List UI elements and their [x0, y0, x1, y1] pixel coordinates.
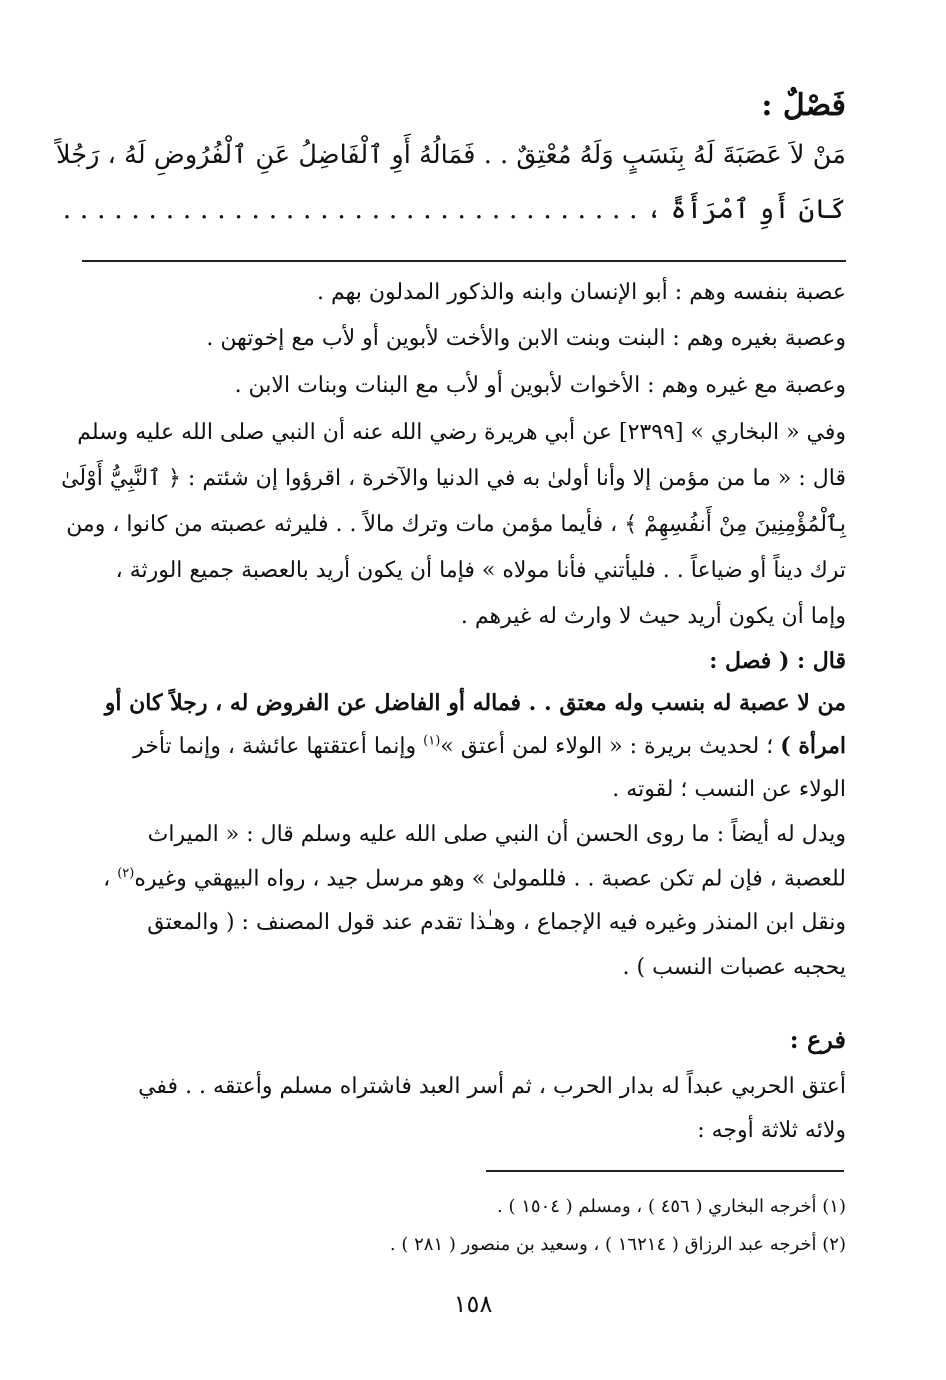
sharh-line-6: بِٱلْمُؤْمِنِينَ مِنْ أَنفُسِهِمْ ﴾ ، فأيما مؤمن مات وترك مالاً . . فليرثه عصبته من كانوا ، ومن	[66, 512, 846, 537]
sharh-line-4: وفي « البخاري » [٢٣٩٩] عن أبي هريرة رضي الله عنه أن النبي صلى الله عليه وسلم	[77, 420, 846, 445]
footnote-ref-2[interactable]: (٢)	[117, 866, 135, 881]
sharh-line-16: يحجبه عصبات النسب ) .	[622, 955, 846, 980]
sharh-line-11-text: ؛ لحديث بريرة : « الولاء لمن أعتق »	[440, 734, 781, 759]
sharh-line-8: وإما أن يكون أريد حيث لا وارث له غيرهم .	[460, 604, 846, 629]
footnote-2: (٢) أخرجه عبد الرزاق ( ١٦٢١٤ ) ، وسعيد بن منصور ( ٢٨١ ) .	[389, 1234, 846, 1255]
sharh-line-11-text-end: وإنما أعتقتها عائشة ، وإنما تأخر	[133, 734, 424, 759]
sharh-line-5: قال : « ما من مؤمن إلا وأنا أولىٰ به في الدنيا والآخرة ، اقرؤوا إن شئتم : ﴿ ٱلنَّبِيُّ أَوْلَىٰ	[61, 466, 846, 491]
sharh-line-7: ترك ديناً أو ضياعاً . . فليأتني فأنا مولاه » فإما أن يكون أريد بالعصبة جميع الورثة ،	[115, 558, 846, 583]
footnote-1: (١) أخرجه البخاري ( ٤٥٦ ) ، ومسلم ( ١٥٠٤ ) .	[497, 1196, 846, 1217]
matn-line-2: كَانَ أَوِ ٱمْرَأَةً ، . . . . . . . . . . . . . . . . . . . . . . . . . . . . . . . . . .	[62, 194, 846, 225]
quoted-matn-end: امرأة )	[780, 733, 846, 759]
sharh-line-3: وعصبة مع غيره وهم : الأخوات لأبوين أو لأب مع البنات وبنات الابن .	[234, 373, 846, 398]
sharh-line-14	[103, 866, 846, 891]
page-number: ١٥٨	[453, 1290, 493, 1318]
sharh-line-12: الولاء عن النسب ؛ لقوته .	[612, 777, 846, 802]
matn-separator-rule	[82, 260, 846, 262]
footnote-ref-1[interactable]: (١)	[423, 733, 441, 749]
sharh-line-15: ونقل ابن المنذر وغيره فيه الإجماع ، وهـٰذا تقدم عند قول المصنف : ( والمعتق	[147, 910, 846, 935]
sharh-line-2: وعصبة بغيره وهم : البنت وبنت الابن والأخت لأبوين أو لأب مع إخوتهن .	[206, 326, 846, 351]
far-line-2: ولائه ثلاثة أوجه :	[697, 1118, 846, 1143]
sharh-line-11	[133, 733, 846, 759]
sharh-line-14-end: ،	[103, 866, 118, 892]
footnote-separator	[486, 1170, 844, 1172]
sharh-line-13: ويدل له أيضاً : ما روى الحسن أن النبي صلى الله عليه وسلم قال : « الميراث	[147, 822, 846, 847]
sharh-line-14-text: للعصبة ، فإن لم تكن عصبة . . فللمولىٰ » وهو مرسل جيد ، رواه البيهقي وغيره	[134, 866, 846, 892]
sharh-line-1: عصبة بنفسه وهم : أبو الإنسان وابنه والذكور المدلون بهم .	[317, 280, 846, 305]
matn-line-1: مَنْ لاَ عَصَبَةَ لَهُ بِنَسَبٍ وَلَهُ مُعْتِقٌ . . فَمَالُهُ أَوِ ٱلْفَاضِلُ عَنِ ٱلْفُرُوضِ لَهُ ، رَجُلاً	[55, 140, 846, 170]
far-line-1: أعتق الحربي عبداً له بدار الحرب ، ثم أسر العبد فاشتراه مسلم وأعتقه . . ففي	[138, 1074, 846, 1099]
quoted-section-intro: قال : ( فصل :	[709, 648, 846, 674]
section-heading: فَصْلٌ :	[761, 88, 846, 123]
quoted-matn-line: من لا عصبة له بنسب وله معتق . . فماله أو الفاضل عن الفروض له ، رجلاً كان أو	[104, 690, 846, 716]
far-heading: فرع :	[789, 1025, 846, 1054]
